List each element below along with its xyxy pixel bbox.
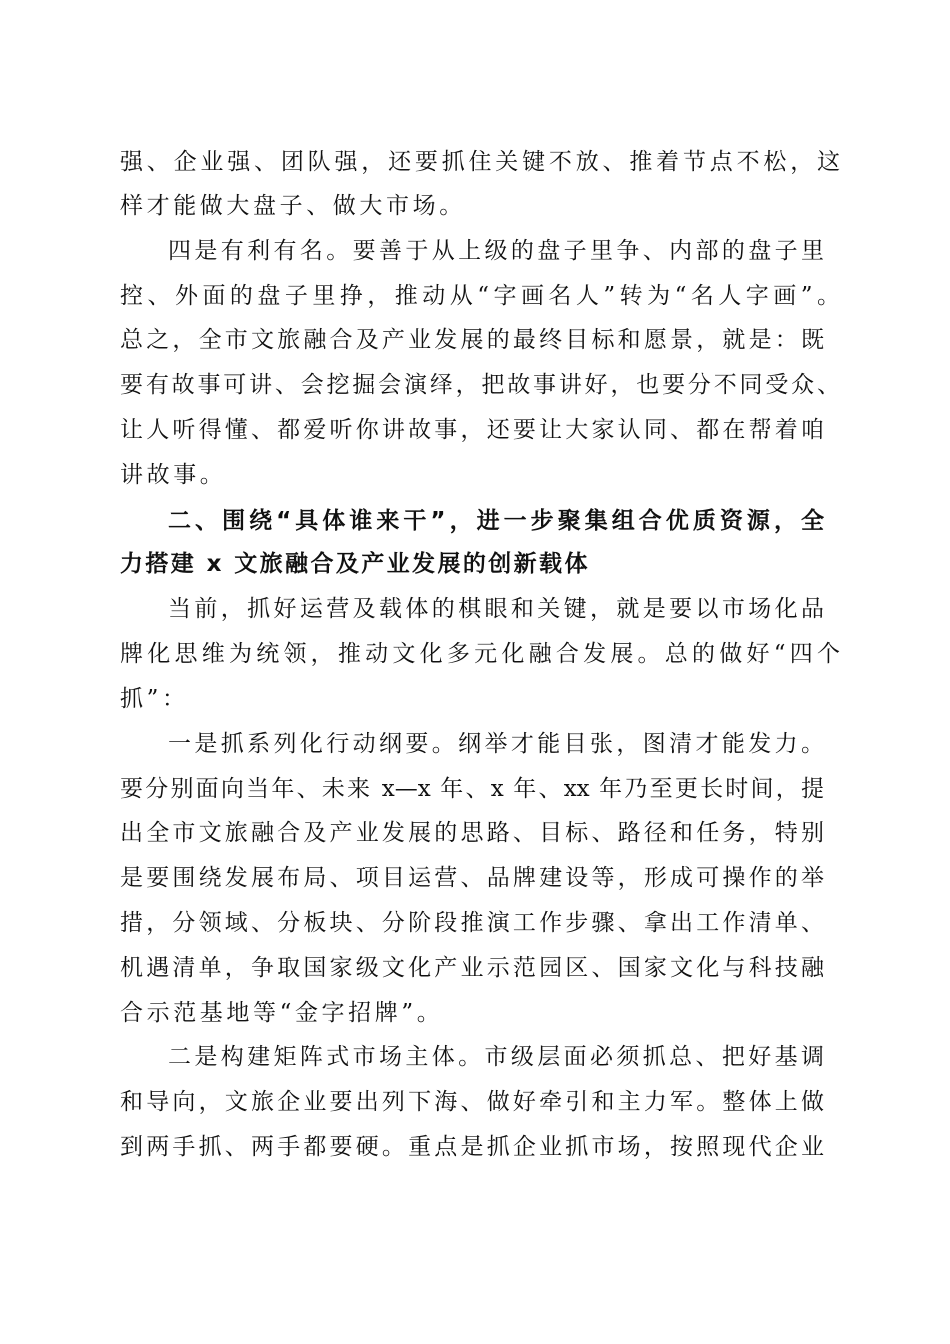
text-line: 要分别面向当年、未来 x—x 年、x 年、xx 年乃至更长时间，提	[120, 776, 824, 802]
text-line: 措，分领域、分板块、分阶段推演工作步骤、拿出工作清单、	[120, 910, 824, 936]
text-line: 二是构建矩阵式市场主体。市级层面必须抓总、把好基调	[168, 1044, 824, 1070]
text-line: 抓”：	[120, 686, 189, 712]
section-heading: 二、围绕“具体谁来干”，进一步聚集组合优质资源，全	[168, 508, 824, 534]
text-line: 当前，抓好运营及载体的棋眼和关键，就是要以市场化品	[168, 596, 824, 622]
text-line: 要有故事可讲、会挖掘会演绎，把故事讲好，也要分不同受众、	[120, 372, 840, 398]
text-line: 牌化思维为统领，推动文化多元化融合发展。总的做好“四个	[120, 641, 840, 667]
text-line: 让人听得懂、都爱听你讲故事，还要让大家认同、都在帮着咱	[120, 417, 824, 443]
text-line: 一是抓系列化行动纲要。纲举才能目张，图清才能发力。	[168, 731, 824, 757]
text-line: 合示范基地等“金字招牌”。	[120, 1000, 444, 1026]
text-line: 控、外面的盘子里挣，推动从“字画名人”转为“名人字画”。	[120, 283, 840, 309]
text-line: 机遇清单，争取国家级文化产业示范园区、国家文化与科技融	[120, 955, 824, 981]
text-line: 总之，全市文旅融合及产业发展的最终目标和愿景，就是：既	[120, 327, 824, 353]
text-line: 和导向，文旅企业要出列下海、做好牵引和主力军。整体上做	[120, 1089, 824, 1115]
text-line: 出全市文旅融合及产业发展的思路、目标、路径和任务，特别	[120, 820, 824, 846]
text-line: 强、企业强、团队强，还要抓住关键不放、推着节点不松，这	[120, 149, 840, 175]
text-line: 样才能做大盘子、做大市场。	[120, 193, 466, 219]
text-line: 四是有利有名。要善于从上级的盘子里争、内部的盘子里	[168, 238, 824, 264]
section-heading: 力搭建 x 文旅融合及产业发展的创新载体	[120, 551, 590, 577]
text-line: 到两手抓、两手都要硬。重点是抓企业抓市场，按照现代企业	[120, 1134, 824, 1160]
text-line: 讲故事。	[120, 462, 227, 488]
text-line: 是要围绕发展布局、项目运营、品牌建设等，形成可操作的举	[120, 865, 824, 891]
